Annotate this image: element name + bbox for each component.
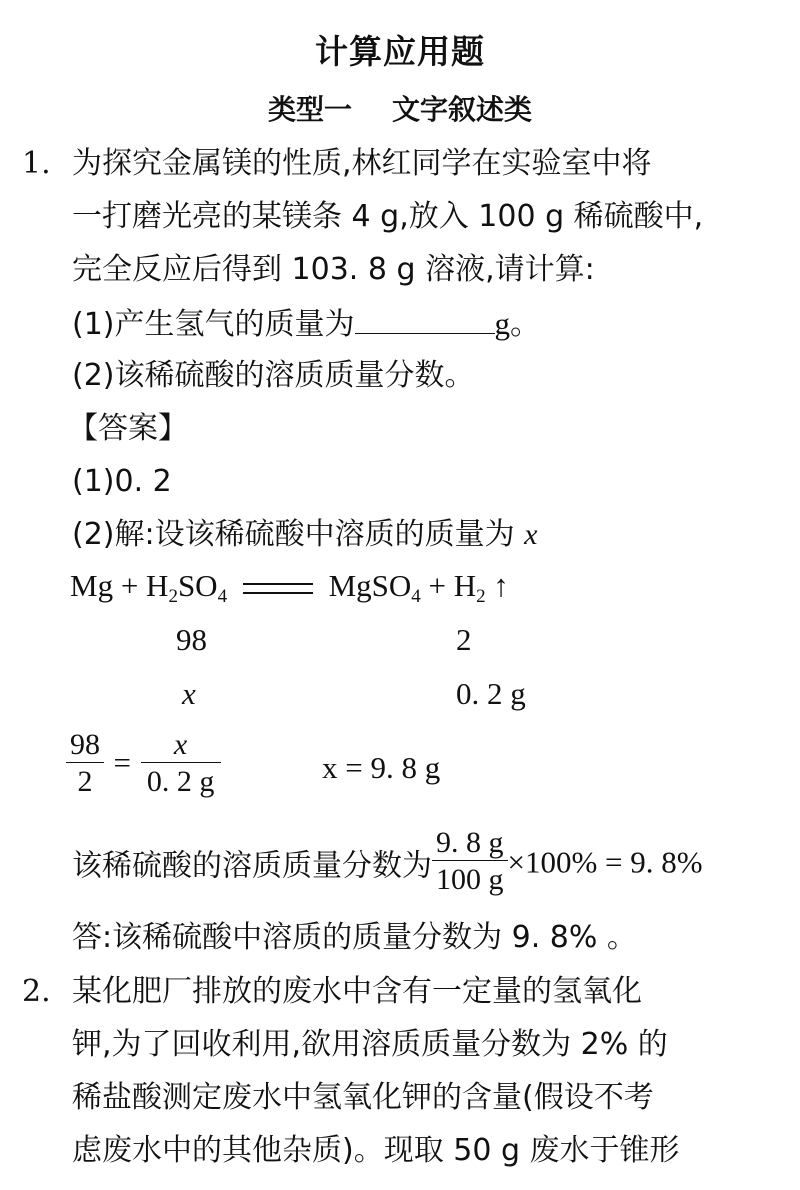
mr-h2so4: 98 [176,622,207,657]
q1-line-2: 一打磨光亮的某镁条 4 g,放入 100 g 稀硫酸中, [72,199,704,234]
answer-1: (1)0. 2 [72,464,172,499]
q2-line-4: 虑废水中的其他杂质)。现取 50 g 废水于锥形 [72,1133,680,1168]
mr-h2: 2 [456,622,472,657]
x-result: x = 9. 8 g [322,750,441,785]
percent-line [72,826,703,899]
unknown-x: x [182,676,196,711]
fraction-x: $\frac{x}{0. 2 g}$ [141,728,221,801]
answer-label: 【答案】 [68,411,188,446]
q1-sub1 [72,303,541,345]
eq-reactants: $Mg + H_2SO_4$ [70,568,228,607]
variable-x: x [524,518,538,551]
section-subtitle [0,88,800,128]
ratio-equals: = [113,745,132,780]
q2-line-2: 钾,为了回收利用,欲用溶质质量分数为 2% 的 [72,1027,668,1062]
answer-2-intro [72,515,537,555]
q1-line-3: 完全反应后得到 103. 8 g 溶液,请计算: [72,252,595,287]
page-title: 计算应用题 [315,32,485,71]
q2-line-1: 某化肥厂排放的废水中含有一定量的氢氧化 [72,974,642,1009]
q1-sub2: (2)该稀硫酸的溶质质量分数。 [72,358,475,393]
percent-text: 该稀硫酸的溶质质量分数为 [72,848,432,884]
q2-line-3: 稀盐酸测定废水中氢氧化钾的含量(假设不考 [72,1080,654,1115]
q2-number: 2. [22,974,51,1009]
subtitle-category: 文字叙述类 [392,93,533,126]
mass-h2: 0. 2 g [456,676,526,711]
q1-line-1: 为探究金属镁的性质,林红同学在实验室中将 [72,146,652,181]
chemical-equation [70,566,509,617]
equals-sign [243,583,313,594]
percent-result: ×100% = 9. 8% [507,844,703,880]
ratio-expression [66,728,221,801]
subtitle-type: 类型一 [267,93,352,126]
q1-conclusion: 答:该稀硫酸中溶质的质量分数为 9. 8% 。 [72,920,637,955]
eq-products: MgSO$_4$ + $H_2$ ↑ [328,568,509,607]
fraction-98-2: $\frac{98}{2}$ [66,728,104,801]
q1-sub1-text: (1)产生氢气的质量为 [72,307,355,342]
answer-2-text: (2)解:设该稀硫酸中溶质的质量为 [72,517,515,552]
q1-sub1-unit: g。 [494,306,541,341]
percent-fraction: $\frac{9. 8 g}{100 g}$ [432,826,508,899]
q1-number: 1. [22,146,51,181]
answer-blank[interactable] [355,303,495,334]
